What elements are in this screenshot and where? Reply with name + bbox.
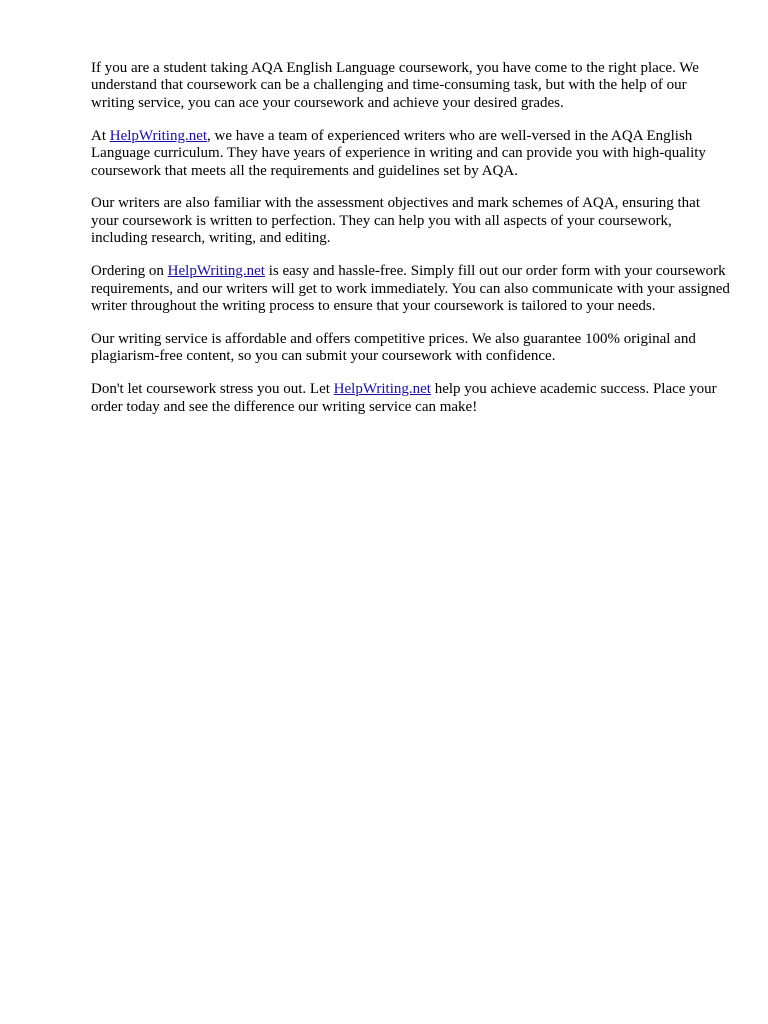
paragraph-pricing: Our writing service is affordable and offers competitive prices. We also guarantee 100% original and plagiarism-free content, so you can submit your coursework with confidence. (91, 330, 696, 365)
paragraph-intro: If you are a student taking AQA English Language coursework, you have come to the right place. We understand that coursework can be a challenging and time-consuming task, but with the help of our writing service, you can ace your coursework and achieve your desired grades. (91, 60, 699, 111)
document-body (91, 60, 731, 432)
paragraph-ordering-lead: Ordering on (91, 263, 168, 280)
helpwriting-link[interactable]: HelpWriting.net (167, 263, 265, 280)
paragraph-ordering (91, 263, 731, 315)
helpwriting-link[interactable]: HelpWriting.net (333, 381, 431, 398)
paragraph-ordering-rest: is easy and hassle-free. Simply fill out our order form with your coursework requirements, and our writers will get to work immediately. You can also communicate with your assigned writer throughout the writing process to ensure that your coursework is tailored to your needs. (91, 263, 730, 314)
paragraph-closing-rest: help you achieve academic success. Place your order today and see the difference our writing service can make! (91, 381, 717, 415)
paragraph-closing (91, 381, 731, 416)
paragraph-writers: Our writers are also familiar with the assessment objectives and mark schemes of AQA, ensuring that your coursework is written to perfection. They can help you with all aspects of your coursework, including research, writing, and editing. (91, 195, 701, 247)
paragraph-team-rest: , we have a team of experienced writers who are well-versed in the AQA English Language curriculum. They have years of experience in writing and can provide you with high-quality coursework that meets all the requirements and guidelines set by AQA. (91, 127, 706, 179)
paragraph-team (91, 128, 731, 180)
paragraph-team-lead: At (91, 127, 110, 144)
helpwriting-link[interactable]: HelpWriting.net (109, 127, 208, 144)
paragraph-closing-lead: Don't let coursework stress you out. Let (91, 381, 334, 398)
